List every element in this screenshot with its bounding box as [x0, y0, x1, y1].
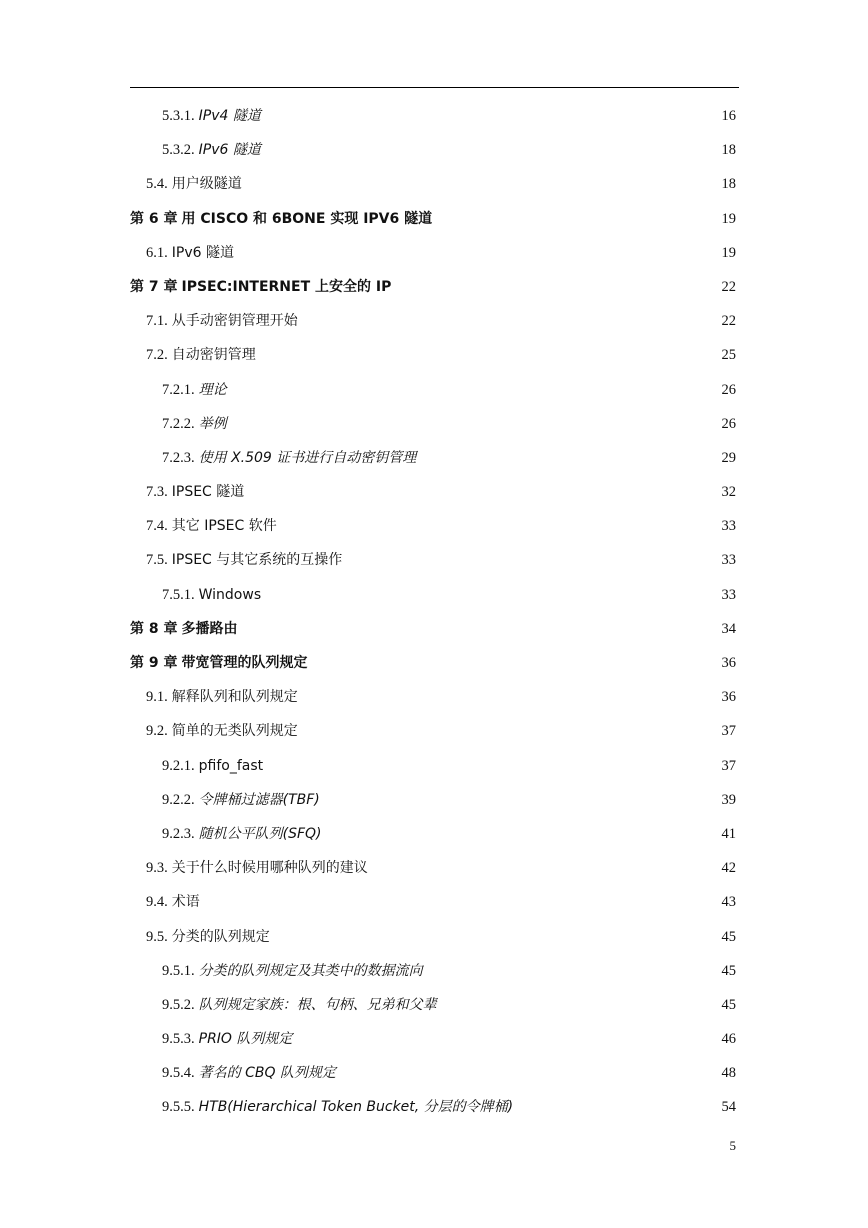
toc-entry-title: 术语 — [171, 894, 200, 911]
toc-entry-number: 9.2.2. — [162, 791, 195, 808]
toc-entry-title: 带宽管理的队列规定 — [181, 655, 308, 671]
toc-entry-page: 42 — [721, 860, 736, 877]
toc-entry-page: 36 — [721, 655, 736, 671]
toc-entry-title: 分类的队列规定及其类中的数据流向 — [198, 962, 423, 979]
toc-entry-text — [146, 920, 270, 954]
toc-entry-number: 9.5.4. — [162, 1065, 195, 1082]
toc-entry-text — [146, 885, 200, 919]
toc-entry[interactable] — [0, 167, 868, 201]
toc-entry-title: 多播路由 — [181, 620, 238, 637]
toc-entry-text — [162, 373, 227, 407]
toc-entry-page: 43 — [721, 894, 736, 911]
toc-entry[interactable] — [0, 441, 868, 475]
toc-entry-title: 简单的无类队列规定 — [171, 723, 298, 740]
toc-entry-text — [162, 988, 437, 1022]
toc-entry[interactable] — [0, 304, 868, 338]
toc-entry-page: 33 — [721, 586, 736, 603]
toc-entry-title: pfifo_fast — [198, 757, 264, 774]
toc-entry-page: 37 — [721, 723, 736, 740]
toc-entry-number: 9.2. — [146, 723, 168, 740]
toc-entry-number: 7.5. — [146, 552, 168, 569]
toc-entry-text — [130, 646, 308, 680]
toc-entry[interactable] — [0, 236, 868, 270]
toc-entry[interactable] — [0, 1090, 868, 1124]
toc-entry-number: 9.2.3. — [162, 825, 195, 842]
toc-entry-number: 9.5.5. — [162, 1099, 195, 1116]
toc-entry-text — [130, 270, 391, 304]
toc-entry-page: 33 — [721, 552, 736, 569]
toc-entry-text — [146, 543, 342, 577]
toc-entry-text — [162, 99, 261, 133]
page-number: 5 — [729, 1138, 736, 1153]
toc-entry-number: 7.3. — [146, 484, 168, 501]
toc-entry-title: 令牌桶过滤器(TBF) — [198, 791, 320, 808]
toc-entry[interactable] — [0, 885, 868, 919]
toc-entry-number: 5.3.1. — [162, 108, 195, 124]
toc-entry[interactable] — [0, 783, 868, 817]
toc-entry[interactable] — [0, 270, 868, 304]
toc-entry-page: 19 — [721, 210, 736, 227]
toc-entry-page: 33 — [721, 518, 736, 535]
toc-entry-title: 其它 IPSEC 软件 — [171, 518, 277, 535]
toc-entry-title: 自动密钥管理 — [171, 347, 256, 364]
toc-entry-text — [162, 133, 261, 167]
toc-entry-title: 从手动密钥管理开始 — [171, 313, 298, 330]
toc-entry-text — [162, 1022, 292, 1056]
toc-entry-number: 第 7 章 — [130, 278, 178, 295]
toc-entry-title: 使用 X.509 证书进行自动密钥管理 — [198, 449, 417, 466]
toc-entry-page: 26 — [721, 381, 736, 398]
toc-entry-text — [146, 338, 256, 372]
toc-entry-number: 7.5.1. — [162, 586, 195, 603]
toc-entry[interactable] — [0, 1022, 868, 1056]
toc-entry-title: 著名的 CBQ 队列规定 — [198, 1065, 336, 1082]
toc-entry[interactable] — [0, 680, 868, 714]
toc-entry-page: 22 — [721, 313, 736, 330]
toc-entry-page: 39 — [721, 791, 736, 808]
toc-entry-title: Windows — [198, 586, 262, 603]
toc-entry-text — [130, 202, 432, 236]
toc-entry-number: 7.4. — [146, 518, 168, 535]
toc-entry-number: 9.3. — [146, 860, 168, 877]
toc-entry-page: 48 — [721, 1065, 736, 1082]
toc-entry-title: IPv4 隧道 — [198, 108, 261, 124]
toc-entry-text — [146, 304, 298, 338]
toc-entry-page: 36 — [721, 689, 736, 706]
toc-entry-number: 7.2.2. — [162, 415, 195, 432]
toc-entry-title: PRIO 队列规定 — [198, 1031, 293, 1048]
toc-entry-title: HTB(Hierarchical Token Bucket, 分层的令牌桶) — [198, 1099, 514, 1116]
toc-entry-page: 22 — [721, 278, 736, 295]
toc-entry-number: 第 9 章 — [130, 655, 178, 671]
toc-entry-title: IPv6 隧道 — [171, 244, 234, 261]
toc-entry[interactable] — [0, 407, 868, 441]
toc-entry[interactable] — [0, 851, 868, 885]
toc-entry-number: 9.2.1. — [162, 757, 195, 774]
toc-entry[interactable] — [0, 920, 868, 954]
toc-entry-text — [146, 167, 242, 201]
toc-entry[interactable] — [0, 954, 868, 988]
toc-entry[interactable] — [0, 202, 868, 236]
toc-entry-number: 9.5.3. — [162, 1031, 195, 1048]
toc-entry-number: 9.5.2. — [162, 996, 195, 1013]
toc-entry-text — [146, 475, 244, 509]
toc-entry-page: 18 — [721, 176, 736, 193]
toc-entry-page: 41 — [721, 825, 736, 842]
toc-entry-page: 16 — [721, 108, 736, 124]
toc-entry-number: 9.5. — [146, 928, 168, 945]
toc-entry[interactable] — [0, 817, 868, 851]
toc-entry-title: 举例 — [198, 415, 227, 432]
toc-entry[interactable] — [0, 475, 868, 509]
toc-entry-text — [162, 578, 261, 612]
toc-entry-text — [162, 441, 416, 475]
toc-entry-text — [162, 1056, 336, 1090]
toc-entry[interactable] — [0, 612, 868, 646]
toc-entry[interactable] — [0, 509, 868, 543]
toc-entry-text — [162, 783, 320, 817]
toc-entry-text — [146, 851, 368, 885]
toc-entry-number: 第 8 章 — [130, 620, 178, 637]
toc-entry-page: 32 — [721, 484, 736, 501]
toc-entry[interactable] — [0, 338, 868, 372]
toc-entry-number: 9.1. — [146, 689, 168, 706]
toc-entry[interactable] — [0, 988, 868, 1022]
toc-entry-title: IPSEC:INTERNET 上安全的 IP — [181, 278, 392, 295]
toc-entry-title: 解释队列和队列规定 — [171, 689, 298, 706]
toc-entry-text — [146, 509, 277, 543]
toc-entry-title: IPSEC 与其它系统的互操作 — [171, 552, 343, 569]
toc-entry-number: 第 6 章 — [130, 210, 178, 227]
toc-entry-page: 26 — [721, 415, 736, 432]
toc-entry[interactable] — [0, 543, 868, 577]
toc-entry-title: IPSEC 隧道 — [171, 484, 245, 501]
toc-entry-page: 54 — [721, 1099, 736, 1116]
toc-entry-text — [130, 612, 238, 646]
toc-entry-title: 用户级隧道 — [171, 176, 242, 193]
toc-entry-number: 5.3.2. — [162, 142, 195, 159]
toc-entry-title: IPv6 隧道 — [198, 142, 261, 159]
toc-entry-page: 18 — [721, 142, 736, 159]
toc-entry-title: 分类的队列规定 — [171, 928, 270, 945]
toc-entry-page: 45 — [721, 928, 736, 945]
toc-entry-title: 随机公平队列(SFQ) — [198, 825, 322, 842]
toc-entry-page: 37 — [721, 757, 736, 774]
toc-entry-text — [146, 236, 234, 270]
toc-entry-page: 34 — [721, 620, 736, 637]
toc-entry-text — [146, 680, 298, 714]
toc-entry-page: 25 — [721, 347, 736, 364]
toc-entry-number: 5.4. — [146, 176, 168, 193]
toc-entry-text — [162, 817, 322, 851]
toc-entry-title: 队列规定家族：根、句柄、兄弟和父辈 — [198, 996, 437, 1013]
toc-entry-text — [162, 954, 423, 988]
toc-entry-number: 7.1. — [146, 313, 168, 330]
toc-entry-title: 理论 — [198, 381, 227, 398]
toc-entry[interactable] — [0, 99, 868, 133]
toc-entry-number: 9.5.1. — [162, 962, 195, 979]
toc-entry-page: 45 — [721, 962, 736, 979]
toc-entry-text — [162, 407, 227, 441]
toc-entry-number: 6.1. — [146, 244, 168, 261]
toc-entry-title: 用 CISCO 和 6BONE 实现 IPV6 隧道 — [181, 210, 433, 227]
toc-entry[interactable] — [0, 373, 868, 407]
toc-entry-number: 9.4. — [146, 894, 168, 911]
toc-entry[interactable] — [0, 646, 868, 680]
table-of-contents — [0, 99, 868, 1125]
toc-entry-text — [162, 1090, 513, 1124]
toc-entry-page: 29 — [721, 449, 736, 466]
toc-entry-number: 7.2.1. — [162, 381, 195, 398]
toc-entry-number: 7.2. — [146, 347, 168, 364]
toc-entry-title: 关于什么时候用哪种队列的建议 — [171, 860, 368, 877]
toc-entry[interactable] — [0, 133, 868, 167]
toc-entry-text — [146, 714, 298, 748]
toc-entry-page: 19 — [721, 244, 736, 261]
toc-entry[interactable] — [0, 1056, 868, 1090]
toc-entry[interactable] — [0, 714, 868, 748]
toc-entry-page: 46 — [721, 1031, 736, 1048]
toc-entry-text — [162, 749, 263, 783]
toc-entry-page: 45 — [721, 996, 736, 1013]
toc-entry[interactable] — [0, 749, 868, 783]
toc-entry-number: 7.2.3. — [162, 449, 195, 466]
toc-entry[interactable] — [0, 578, 868, 612]
header-rule — [130, 87, 739, 88]
